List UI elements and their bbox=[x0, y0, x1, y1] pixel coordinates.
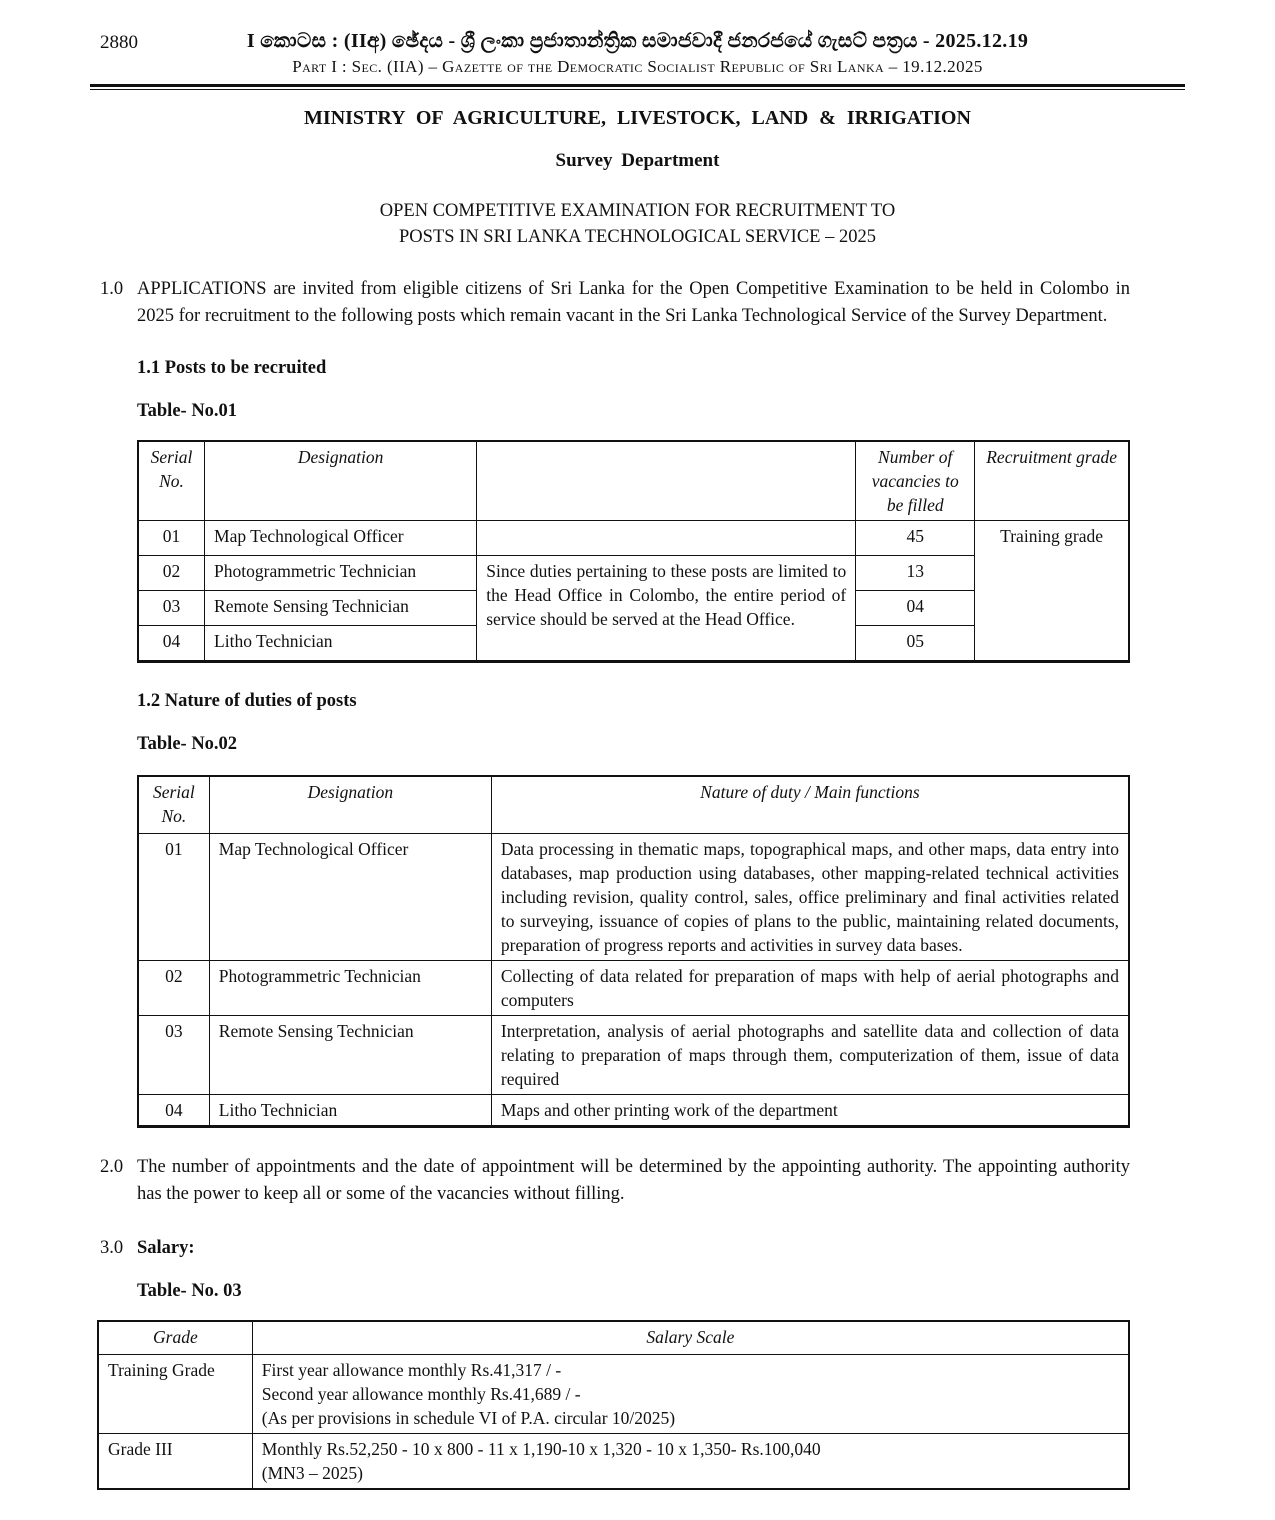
header-rule bbox=[90, 84, 1185, 90]
ministry-title: MINISTRY OF AGRICULTURE, LIVESTOCK, LAND & IRRIGATION bbox=[304, 107, 971, 129]
gazette-header-sinhala: I කොටස : (IIඅ) ඡේදය - ශ්‍රී ලංකා ප්‍රජාතාන්ත්‍රික සමාජවාදී ජනරජයේ ගැසට් පත්‍රය - 2025.12.19 bbox=[246, 30, 1029, 52]
table-row bbox=[98, 1355, 1129, 1434]
duties-designation: Map Technological Officer bbox=[209, 834, 491, 961]
salary-grade: Grade III bbox=[98, 1434, 252, 1490]
posts-serial: 03 bbox=[138, 591, 205, 626]
section-2-0-text: The number of appointments and the date of appointment will be determined by the appointing authority. The appointing authority has the power to keep all or some of the vacancies without filling. bbox=[137, 1157, 1130, 1204]
salary-scale-line: Monthly Rs.52,250 - 10 x 800 - 11 x 1,190-10 x 1,320 - 10 x 1,350- Rs.100,040 bbox=[261, 1439, 821, 1459]
salary-scale bbox=[252, 1434, 1129, 1490]
salary-header-scale: Salary Scale bbox=[252, 1321, 1129, 1355]
duties-serial: 01 bbox=[138, 834, 209, 961]
table-03-label: Table- No. 03 bbox=[137, 1281, 242, 1301]
table-row bbox=[138, 834, 1129, 961]
posts-serial: 04 bbox=[138, 626, 205, 662]
section-1-0 bbox=[100, 276, 1130, 330]
section-2-0-number: 2.0 bbox=[100, 1157, 124, 1177]
duties-nature: Maps and other printing work of the department bbox=[491, 1095, 1129, 1127]
duties-designation: Photogrammetric Technician bbox=[209, 961, 491, 1016]
duties-header-nature: Nature of duty / Main functions bbox=[491, 776, 1129, 834]
duties-serial: 03 bbox=[138, 1016, 209, 1095]
posts-recruitment-grade: Training grade bbox=[975, 521, 1129, 662]
posts-note-empty bbox=[477, 521, 856, 556]
section-2-0 bbox=[100, 1154, 1130, 1208]
salary-grade: Training Grade bbox=[98, 1355, 252, 1434]
table-row bbox=[138, 1095, 1129, 1127]
posts-vacancies: 04 bbox=[856, 591, 975, 626]
section-3-0 bbox=[100, 1238, 1275, 1259]
table-row bbox=[98, 1434, 1129, 1490]
duties-serial: 04 bbox=[138, 1095, 209, 1127]
salary-scale-line: (MN3 – 2025) bbox=[261, 1463, 363, 1483]
section-heading-1-1: 1.1 Posts to be recruited bbox=[137, 358, 327, 378]
duties-nature: Interpretation, analysis of aerial photographs and satellite data and collection of data relating to preparation of maps through them, computerization of them, issue of data required bbox=[491, 1016, 1129, 1095]
salary-table bbox=[97, 1320, 1130, 1490]
duties-header-serial: Serial No. bbox=[138, 776, 209, 834]
posts-designation: Remote Sensing Technician bbox=[205, 591, 477, 626]
duties-nature: Data processing in thematic maps, topographical maps, and other maps, data entry into databases, map production using databases, other mapping-related technical activities including revision, quality control, sales, office preliminary and final activities related to surveying, issuance of copies of plans to the public, maintaining related documents, preparation of progress reports and activities in survey data bases. bbox=[491, 834, 1129, 961]
salary-scale-line: First year allowance monthly Rs.41,317 / - bbox=[261, 1360, 562, 1380]
posts-vacancies: 45 bbox=[856, 521, 975, 556]
section-3-0-number: 3.0 bbox=[100, 1238, 124, 1258]
salary-scale-line: (As per provisions in schedule VI of P.A. circular 10/2025) bbox=[261, 1408, 676, 1428]
page-number: 2880 bbox=[100, 32, 138, 53]
duties-serial: 02 bbox=[138, 961, 209, 1016]
duties-designation: Remote Sensing Technician bbox=[209, 1016, 491, 1095]
duties-table bbox=[137, 775, 1130, 1128]
posts-designation: Litho Technician bbox=[205, 626, 477, 662]
posts-serial: 02 bbox=[138, 556, 205, 591]
section-heading-1-2: 1.2 Nature of duties of posts bbox=[137, 691, 357, 711]
posts-designation: Photogrammetric Technician bbox=[205, 556, 477, 591]
exam-title-line2: POSTS IN SRI LANKA TECHNOLOGICAL SERVICE – 2025 bbox=[399, 227, 876, 247]
section-1-0-text: APPLICATIONS are invited from eligible citizens of Sri Lanka for the Open Competitive Examination to be held in Colombo in 2025 for recruitment to the following posts which remain vacant in the Sri Lanka Technological Service of the Survey Department. bbox=[137, 279, 1130, 326]
posts-note: Since duties pertaining to these posts are limited to the Head Office in Colombo, the entire period of service should be served at the Head Office. bbox=[477, 556, 856, 662]
duties-designation: Litho Technician bbox=[209, 1095, 491, 1127]
posts-header-serial: Serial No. bbox=[138, 441, 205, 521]
exam-title bbox=[0, 198, 1275, 250]
salary-scale bbox=[252, 1355, 1129, 1434]
posts-designation: Map Technological Officer bbox=[205, 521, 477, 556]
duties-header-designation: Designation bbox=[209, 776, 491, 834]
section-3-0-heading: Salary: bbox=[137, 1238, 195, 1258]
exam-title-line1: OPEN COMPETITIVE EXAMINATION FOR RECRUITMENT TO bbox=[379, 201, 896, 221]
gazette-header-english: Part I : Sec. (IIA) – Gazette of the Democratic Socialist Republic of Sri Lanka – 19.12.2025 bbox=[292, 57, 983, 76]
salary-header-grade: Grade bbox=[98, 1321, 252, 1355]
department-title: Survey Department bbox=[555, 150, 720, 171]
gazette-header bbox=[0, 0, 1275, 90]
posts-vacancies: 05 bbox=[856, 626, 975, 662]
table-row bbox=[138, 521, 1129, 556]
section-1-0-number: 1.0 bbox=[100, 279, 124, 299]
table-02-label: Table- No.02 bbox=[137, 734, 238, 754]
posts-vacancies: 13 bbox=[856, 556, 975, 591]
posts-serial: 01 bbox=[138, 521, 205, 556]
posts-header-designation: Designation bbox=[205, 441, 477, 521]
posts-table bbox=[137, 440, 1130, 663]
table-row bbox=[138, 1016, 1129, 1095]
duties-nature: Collecting of data related for preparation of maps with help of aerial photographs and computers bbox=[491, 961, 1129, 1016]
posts-header-vacancies: Number of vacancies to be filled bbox=[856, 441, 975, 521]
table-01-label: Table- No.01 bbox=[137, 401, 238, 421]
salary-scale-line: Second year allowance monthly Rs.41,689 / - bbox=[261, 1384, 581, 1404]
table-row bbox=[138, 961, 1129, 1016]
posts-header-grade: Recruitment grade bbox=[975, 441, 1129, 521]
posts-header-note bbox=[477, 441, 856, 521]
